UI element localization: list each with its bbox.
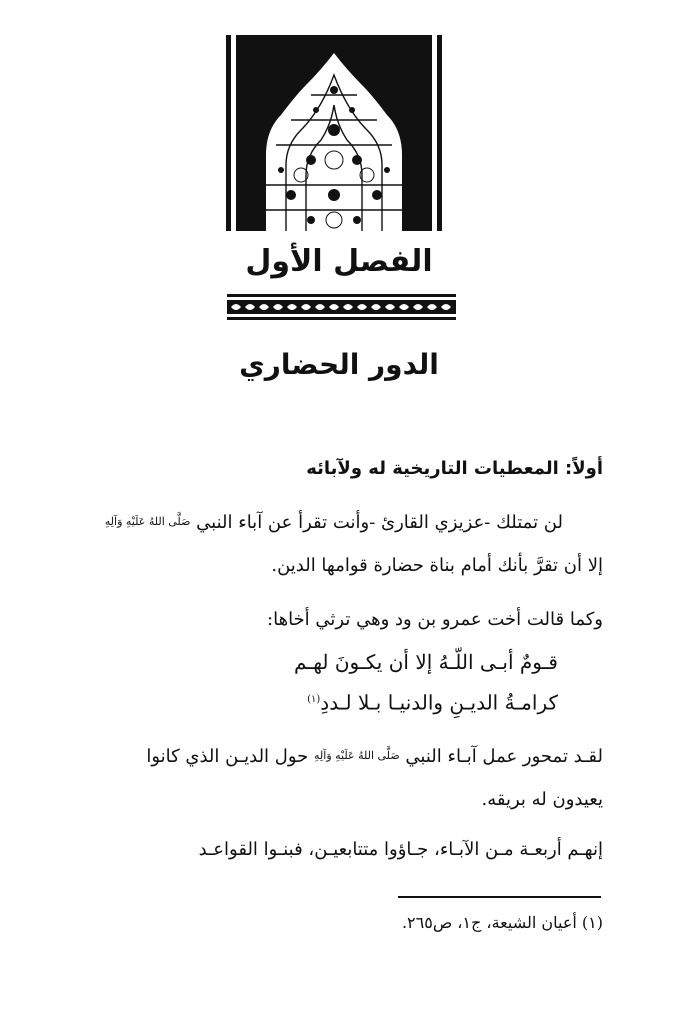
blessing-mark: صَلَّى اللهُ عَلَيْهِ وَآلِهِ bbox=[314, 749, 400, 762]
footnote-divider bbox=[398, 896, 601, 898]
paragraph-4-line-1: إنهـم أربعـة مـن الآبـاء، جـاؤوا متتابعيـن، فبنـوا القواعـد bbox=[198, 839, 603, 860]
poem-verse-2 bbox=[118, 684, 558, 716]
chapter-label: الفصل الأول bbox=[245, 244, 433, 279]
paragraph-3-text-b: حول الديـن الذي كانوا bbox=[146, 746, 309, 767]
footnote-marker: (١) bbox=[307, 694, 321, 705]
poem-verse-1: قـومٌ أبـى اللّـهُ إلا أن يكـونَ لهـم bbox=[294, 650, 558, 674]
paragraph-2-line-1: وكما قالت أخت عمرو بن ود وهي ترثي أخاها: bbox=[267, 609, 603, 630]
paragraph-3-line-1 bbox=[63, 740, 603, 772]
chapter-ornament bbox=[226, 35, 442, 231]
paragraph-3-text-a: لقـد تمحور عمل آبـاء النبي bbox=[405, 746, 603, 767]
paragraph-3-line-2: يعيدون له بريقه. bbox=[481, 789, 603, 810]
paragraph-1-line-1 bbox=[63, 506, 563, 538]
section-heading: أولاً: المعطيات التاريخية له ولآبائه bbox=[306, 458, 603, 479]
chapter-title: الدور الحضاري bbox=[239, 348, 439, 381]
poem-verse-2-text: كرامـةُ الديـنِ والدنيـا بـلا لـددِ bbox=[320, 690, 558, 715]
footnote: (١) أعيان الشيعة، ج١، ص٢٦٥. bbox=[401, 913, 603, 932]
paragraph-1-line-2: إلا أن تقرَّ بأنك أمام بناة حضارة قوامها الدين. bbox=[271, 555, 603, 576]
paragraph-1-text: لن تمتلك -عزيزي القارئ -وأنت تقرأ عن آباء النبي bbox=[196, 512, 563, 533]
divider-ornament bbox=[227, 294, 456, 320]
blessing-mark: صَلَّى اللهُ عَلَيْهِ وَآلِهِ bbox=[104, 515, 191, 528]
